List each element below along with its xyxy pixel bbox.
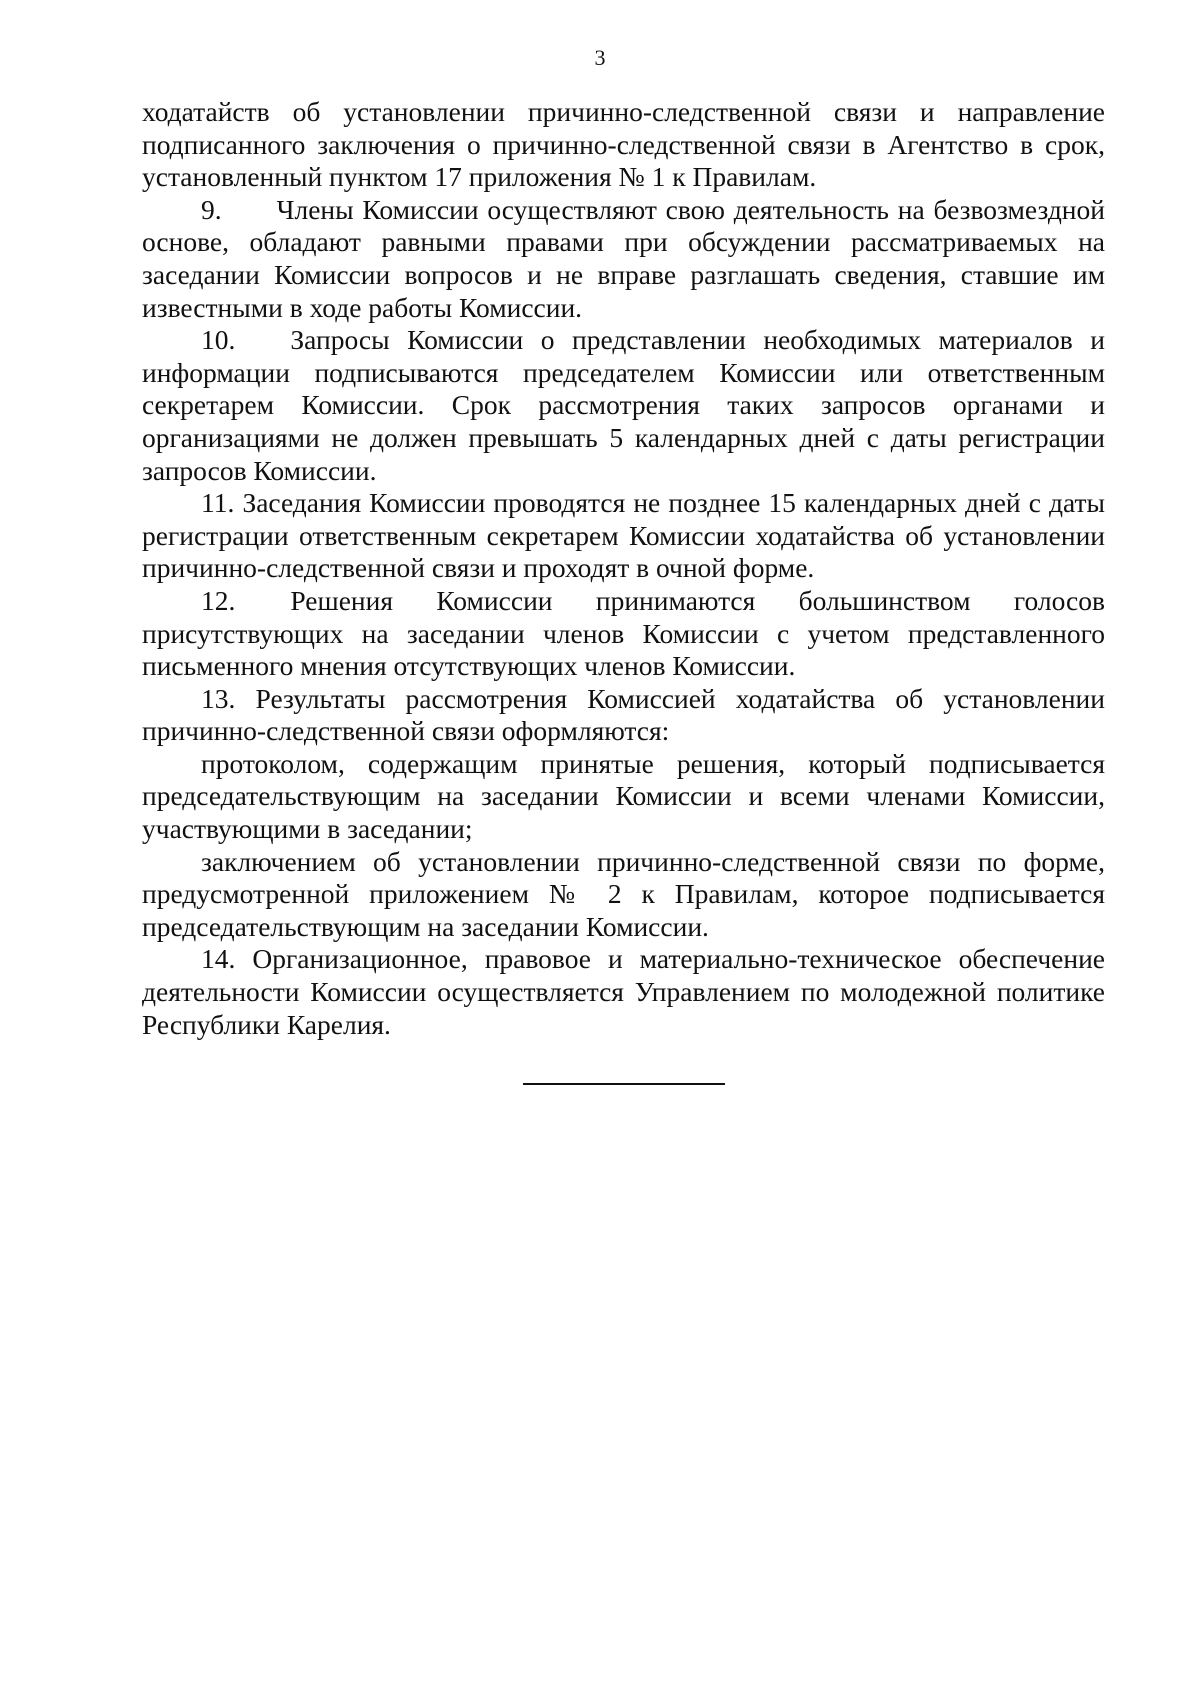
paragraph-item-10: 10. Запросы Комиссии о представлении необходимых материалов и информации подписываются председателем Комиссии или ответственным секретарем Комиссии. Срок рассмотрения таких запросов органами и организациями не должен превышать 5 календарных дней с даты регистрации запросов Комиссии. <box>142 324 1105 486</box>
page-number: 3 <box>594 45 606 70</box>
paragraph-item-11: 11. Заседания Комиссии проводятся не позднее 15 календарных дней с даты регистрации ответственным секретарем Комиссии ходатайства об установлении причинно-следственной связи и проходят в очной форме. <box>142 487 1105 584</box>
paragraph-item-13-conclusion: заключением об установлении причинно-следственной связи по форме, предусмотренной приложением № 2 к Правилам, которое подписывается председательствующим на заседании Комиссии. <box>142 845 1105 942</box>
end-of-document-rule <box>523 1083 725 1085</box>
paragraph-item-13: 13. Результаты рассмотрения Комиссией ходатайства об установлении причинно-следственной связи оформляются: <box>142 682 1105 747</box>
paragraph-item-13-protocol: протоколом, содержащим принятые решения, который подписывается председательствующим на заседании Комиссии и всеми членами Комиссии, участвующими в заседании; <box>142 747 1105 845</box>
paragraph-continuation: ходатайств об установлении причинно-следственной связи и направление подписанного заключения о причинно-следственной связи в Агентство в срок, установленный пунктом 17 приложения № 1 к Правилам. <box>142 96 1105 193</box>
paragraph-item-12: 12. Решения Комиссии принимаются большинством голосов присутствующих на заседании членов Комиссии с учетом представленного письменного мнения отсутствующих членов Комиссии. <box>142 584 1105 682</box>
document-body <box>142 96 1105 1041</box>
paragraph-item-9: 9. Члены Комиссии осуществляют свою деятельность на безвозмездной основе, обладают равными правами при обсуждении рассматриваемых на заседании Комиссии вопросов и не вправе разглашать сведения, ставшие им известными в ходе работы Комиссии. <box>142 193 1105 323</box>
paragraph-item-14: 14. Организационное, правовое и материально-техническое обеспечение деятельности Комиссии осуществляется Управлением по молодежной политике Республики Карелия. <box>142 943 1105 1040</box>
